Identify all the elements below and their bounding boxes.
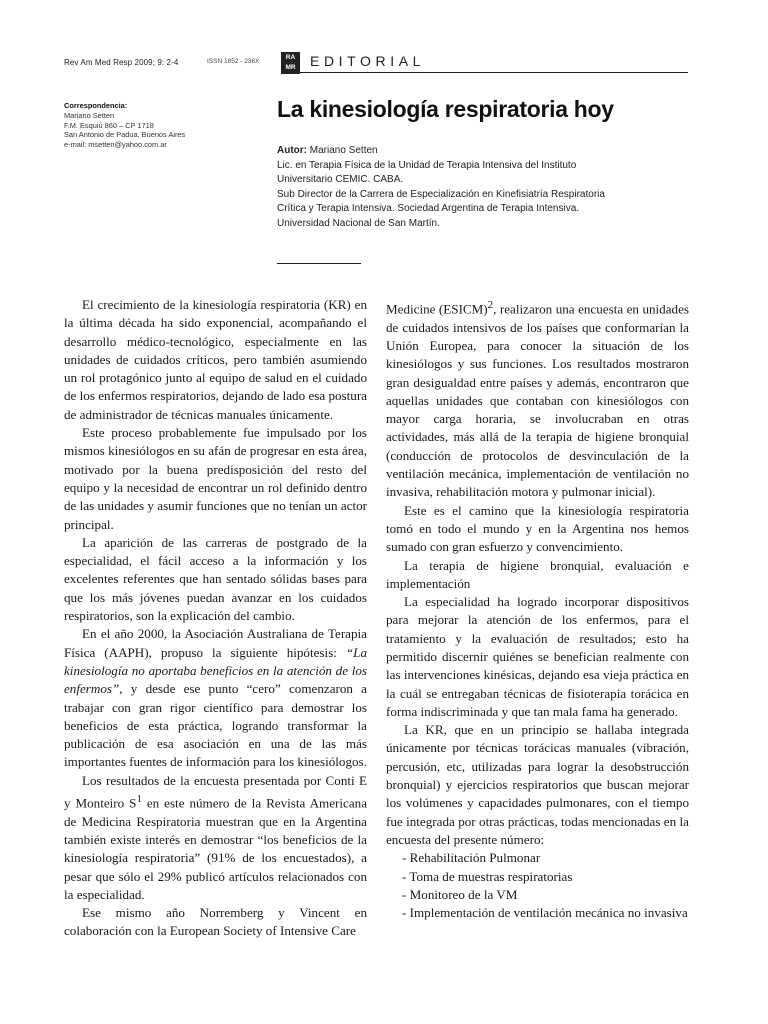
logo-top-text: RA xyxy=(285,54,296,61)
paragraph: Ese mismo año Norremberg y Vincent en colaboración con la European Society of Intensive Care xyxy=(64,905,367,939)
article-title: La kinesiología respiratoria hoy xyxy=(277,96,614,122)
body-column-left xyxy=(64,296,367,941)
affiliation-line: Universidad Nacional de San Martín. xyxy=(277,217,440,229)
paragraph: La aparición de las carreras de postgrado de la especialidad, el fácil acceso a la información y los excelentes referentes que han sentado sólidas bases para que los más jóvenes puedan avanzar en los cuidados respiratorios, son la explicación del cambio. xyxy=(64,534,367,624)
paragraph: Este es el camino que la kinesiología respiratoria tomó en todo el mundo y en la Argentina nos hemos sumado con gran esfuerzo y convencimiento. xyxy=(386,502,689,555)
correspondence-line: San Antonio de Padua, Buenos Aires xyxy=(64,130,186,140)
paragraph xyxy=(386,296,689,502)
paragraph-text: Medicine (ESICM) xyxy=(386,301,488,317)
paragraph: La KR, que en un principio se hallaba integrada únicamente por técnicas torácicas manuales (vibración, percusión, etc, utilizadas para lograr la desobstrucción bronquial) y ejercicios respiratorios que buscan mejorar los volúmenes y capacidades pulmonares, con el tiempo fue integrada por otras prácticas, todas mencionadas en la encuesta del presente número: xyxy=(386,722,689,847)
paragraph xyxy=(64,625,367,771)
correspondence-block xyxy=(64,101,254,150)
correspondence-email: e-mail: msetten@yahoo.com.ar xyxy=(64,140,167,150)
paragraph-text: , realizaron una encuesta en unidades de cuidados intensivos de los países que conformarían la Unión Europea, para conocer la situación de los kinesiólogos y sus funciones. Los resultados mostraron gran desigualdad entre países y además, encontraron que aquellas unidades que contaban con kinesiólogos con mayor carga horaria, se involucraban en otras actividades, más allá de la terapia de higiene bronquial (conducción de protocolos de desvinculación de la ventilación mecánica, implementación de ventilación no invasiva, rehabilitación motora y pulmonar inicial). xyxy=(386,301,689,500)
correspondence-heading: Correspondencia: xyxy=(64,101,128,110)
paragraph-text: Los resultados de la encuesta presentada por Conti E y Monteiro S xyxy=(64,772,367,811)
logo-bottom-text: MR xyxy=(285,64,296,71)
affiliation-line: Crítica y Terapia Intensiva. Sociedad Argentina de Terapia Intensiva. xyxy=(277,203,580,214)
paragraph: La especialidad ha logrado incorporar dispositivos para mejorar la atención de los enfermos, para el tratamiento y la evaluación de resultados; esto ha permitido discernir quiénes se benefician realmente con las intervenciones kinésicas, dejando esa vieja práctica en la cuál se entregaban técnicas de fisioterapia torácica en forma indiscriminada y que tan mala fama ha generado. xyxy=(386,594,689,719)
title-divider xyxy=(277,263,361,264)
paragraph-text: y desde ese punto “cero” comenzaron a trabajar con gran rigor científico para demostrar los beneficios de esta práctica, logrando transformar la publicación de esa asociación en una de las más importantes fuentes de información para los kinesiólogos. xyxy=(64,681,367,770)
list-item: - Rehabilitación Pulmonar xyxy=(402,850,541,866)
paragraph-text: En el año 2000, la Asociación Australiana de Terapia Física (AAPH), propuso la siguiente hipótesis: xyxy=(64,626,367,660)
paragraph: El crecimiento de la kinesiología respiratoria (KR) en la última década ha sido exponencial, acompañando el desarrollo médico-tecnológico, especialmente en las unidades de cuidados críticos, pero también asumiendo un rol protagónico junto al equipo de salud en el cuidado de los enfermos respiratorios, dejando de lado esa postura de administrador de técnicas manuales únicamente. xyxy=(64,297,367,422)
hypothesis-quote: “La kinesiología no aportaba beneficios en la atención de los enfermos”, xyxy=(64,644,367,697)
correspondence-line: Mariano Setten xyxy=(64,110,115,120)
paragraph-text: en este número de la Revista Americana de Medicina Respiratoria muestran que en la Argentina también existe interés en demostrar “los beneficios de la kinesiología respiratoria” (91% de los encuestados), a pesar que sólo el 29% publicó artículos relacionados con la especialidad. xyxy=(64,795,368,902)
author-label: Autor: xyxy=(277,145,307,156)
paragraph: La terapia de higiene bronquial, evaluación e implementación xyxy=(386,557,689,591)
reference-marker: 2 xyxy=(487,299,494,311)
paragraph xyxy=(64,772,367,904)
section-label: EDITORIAL xyxy=(310,53,426,69)
reference-marker: 1 xyxy=(136,793,142,806)
affiliation-line: Lic. en Terapia Física de la Unidad de Terapia Intensiva del Instituto xyxy=(277,159,577,171)
journal-citation: Rev Am Med Resp 2009; 9: 2-4 xyxy=(64,58,179,67)
body-column-right xyxy=(386,296,689,922)
affiliation-line: Sub Director de la Carrera de Especialización en Kinefisiatría Respiratoria xyxy=(277,188,605,200)
journal-logo xyxy=(281,52,300,74)
header-rule xyxy=(281,72,688,73)
correspondence-line: F.M. Esquiú 860 – CP 1718 xyxy=(64,120,154,130)
paragraph: Este proceso probablemente fue impulsado por los mismos kinesiólogos en su afán de progresar en esta área, motivado por la buena predisposición del resto del equipo y la necesidad de encontrar un rol definido dentro de las unidades y asumir funciones que no tenían un actor principal. xyxy=(64,425,367,532)
list-item: - Monitoreo de la VM xyxy=(402,886,518,902)
author-name: Mariano Setten xyxy=(307,145,378,156)
list-item: - Toma de muestras respiratorias xyxy=(402,868,573,884)
list-item: - Implementación de ventilación mecánica no invasiva xyxy=(402,905,688,921)
author-line xyxy=(277,144,697,159)
author-block xyxy=(277,144,697,231)
issn: ISSN 1852 - 236X xyxy=(207,58,260,65)
affiliation-line: Universitario CEMIC. CABA. xyxy=(277,174,404,185)
